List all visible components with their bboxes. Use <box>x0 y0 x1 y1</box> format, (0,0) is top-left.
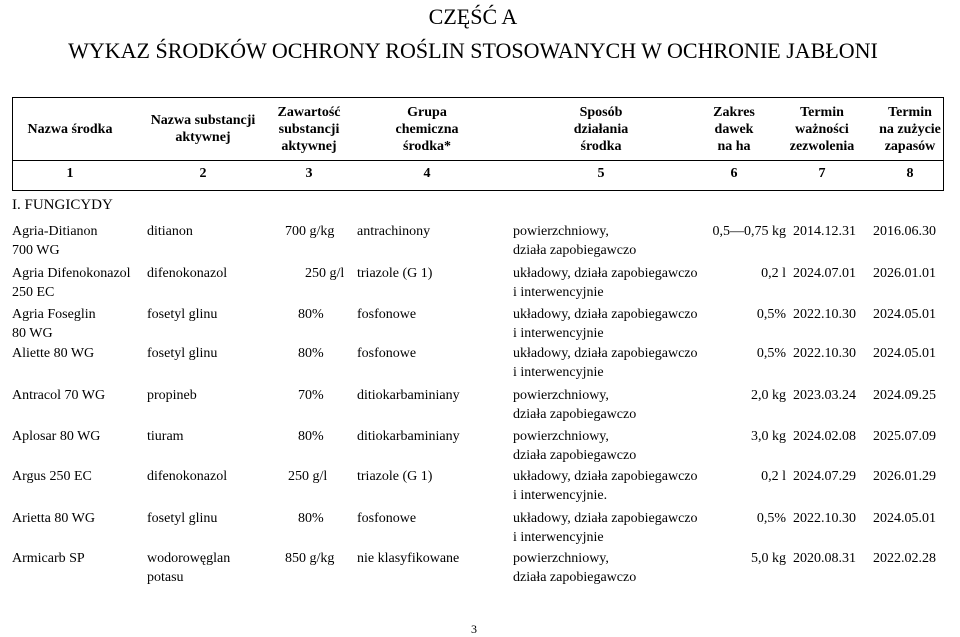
permit-expiry-date: 2024.07.29 <box>793 469 856 484</box>
mode-of-action <box>513 344 698 382</box>
header-cell-line: substancji <box>278 121 340 137</box>
stock-use-by-date: 2024.05.01 <box>873 307 936 322</box>
stock-use-by-date: 2025.07.09 <box>873 429 936 444</box>
mode-of-action <box>513 549 636 587</box>
header-cell-line: działania <box>573 121 629 137</box>
mode-of-action <box>513 427 636 465</box>
substance-name <box>147 509 217 528</box>
product-name-line: 700 WG <box>12 243 60 258</box>
substance-content: 80% <box>298 346 324 361</box>
header-cell <box>694 104 774 155</box>
column-number: 3 <box>305 166 313 181</box>
mode-of-action <box>513 264 698 302</box>
permit-expiry-date: 2023.03.24 <box>793 388 856 403</box>
product-name-line: Armicarb SP <box>12 551 85 566</box>
header-cell-line: środka* <box>403 138 451 154</box>
substance-name <box>147 222 193 241</box>
column-number: 1 <box>66 166 74 181</box>
chemical-group: antrachinony <box>357 224 431 239</box>
chemical-group: triazole (G 1) <box>357 469 433 484</box>
mode-of-action-line: działa zapobiegawczo <box>513 243 637 258</box>
header-cell-line: Sposób <box>579 104 623 120</box>
dose-range: 0,5% <box>756 346 786 361</box>
permit-expiry-date: 2020.08.31 <box>793 551 856 566</box>
header-cell-line: Nazwa substancji <box>150 113 256 128</box>
column-number: 8 <box>906 166 914 181</box>
substance-name-line: fosetyl glinu <box>147 511 218 526</box>
header-cell-line: na zużycie <box>879 121 941 137</box>
column-numbers-row <box>12 160 944 191</box>
substance-name <box>147 427 184 446</box>
substance-content: 80% <box>298 307 324 322</box>
permit-expiry-date: 2024.02.08 <box>793 429 856 444</box>
product-name-line: Aliette 80 WG <box>12 346 95 361</box>
mode-of-action-line: układowy, działa zapobiegawczo <box>513 469 698 484</box>
product-name-line: Agria Foseglin <box>12 307 96 322</box>
header-cell-line: zezwolenia <box>789 138 855 154</box>
stock-use-by-date: 2024.05.01 <box>873 511 936 526</box>
header-cell-line: Termin <box>800 104 844 120</box>
product-name <box>12 344 94 363</box>
chemical-group: fosfonowe <box>357 511 417 526</box>
header-cell <box>541 104 661 155</box>
mode-of-action-line: powierzchniowy, <box>513 224 609 239</box>
mode-of-action-line: układowy, działa zapobiegawczo <box>513 346 698 361</box>
stock-use-by-date: 2026.01.29 <box>873 469 936 484</box>
header-cell-line: aktywnej <box>281 138 337 154</box>
page-number: 3 <box>471 622 477 636</box>
product-name <box>12 549 85 568</box>
header-cell <box>143 112 263 146</box>
substance-content: 70% <box>298 388 324 403</box>
header-cell-line: Zawartość <box>277 104 341 120</box>
substance-name <box>147 264 227 283</box>
chemical-group: ditiokarbaminiany <box>357 388 460 403</box>
mode-of-action-line: układowy, działa zapobiegawczo <box>513 266 698 281</box>
header-cell-line: Nazwa środka <box>27 121 113 137</box>
mode-of-action <box>513 386 636 424</box>
substance-content: 80% <box>298 429 324 444</box>
dose-range: 5,0 kg <box>751 551 786 566</box>
permit-expiry-date: 2014.12.31 <box>793 224 856 239</box>
section-title: I. FUNGICYDY <box>12 197 113 213</box>
mode-of-action-line: powierzchniowy, <box>513 551 609 566</box>
column-number: 6 <box>730 166 738 181</box>
mode-of-action-line: działa zapobiegawczo <box>513 570 637 585</box>
header-cell-line: na ha <box>717 138 751 154</box>
mode-of-action-line: układowy, działa zapobiegawczo <box>513 307 698 322</box>
stock-use-by-date: 2026.01.01 <box>873 266 936 281</box>
mode-of-action-line: powierzchniowy, <box>513 388 609 403</box>
product-name-line: Argus 250 EC <box>12 469 92 484</box>
substance-name <box>147 386 197 405</box>
product-name-line: 250 EC <box>12 285 55 300</box>
product-name <box>12 509 95 528</box>
product-name <box>12 305 96 343</box>
dose-range: 0,2 l <box>761 266 786 281</box>
substance-name <box>147 467 227 486</box>
substance-name-line: wodorowęglan <box>147 551 231 566</box>
dose-range: 2,0 kg <box>751 388 786 403</box>
mode-of-action-line: powierzchniowy, <box>513 429 609 444</box>
product-name-line: Agria Difenokonazol <box>12 266 131 281</box>
part-title: CZĘŚĆ A <box>428 4 518 29</box>
substance-content: 250 g/l <box>305 266 345 281</box>
mode-of-action <box>513 509 698 547</box>
mode-of-action-line: i interwencyjnie <box>513 530 604 545</box>
product-name-line: Aplosar 80 WG <box>12 429 101 444</box>
mode-of-action <box>513 305 698 343</box>
stock-use-by-date: 2016.06.30 <box>873 224 936 239</box>
permit-expiry-date: 2022.10.30 <box>793 346 856 361</box>
substance-content: 700 g/kg <box>285 224 335 239</box>
substance-name-line: propineb <box>147 388 197 403</box>
dose-range: 0,5—0,75 kg <box>712 224 786 239</box>
product-name <box>12 467 92 486</box>
substance-name-line: difenokonazol <box>147 469 228 484</box>
product-name-line: Agria-Ditianon <box>12 224 98 239</box>
stock-use-by-date: 2022.02.28 <box>873 551 936 566</box>
substance-content: 250 g/l <box>288 469 328 484</box>
header-cell <box>264 104 354 155</box>
permit-expiry-date: 2024.07.01 <box>793 266 856 281</box>
column-number: 2 <box>199 166 207 181</box>
product-name-line: 80 WG <box>12 326 53 341</box>
substance-name-line: ditianon <box>147 224 193 239</box>
header-cell <box>10 121 130 138</box>
mode-of-action-line: i interwencyjnie <box>513 326 604 341</box>
chemical-group: fosfonowe <box>357 307 417 322</box>
substance-name <box>147 549 230 587</box>
substance-name-line: potasu <box>147 570 184 585</box>
stock-use-by-date: 2024.05.01 <box>873 346 936 361</box>
chemical-group: nie klasyfikowane <box>357 551 460 566</box>
header-cell-line: środka <box>580 138 622 154</box>
substance-name <box>147 344 217 363</box>
dose-range: 0,5% <box>756 307 786 322</box>
header-cell-line: chemiczna <box>395 121 459 137</box>
mode-of-action-line: układowy, działa zapobiegawczo <box>513 511 698 526</box>
mode-of-action <box>513 467 698 505</box>
header-cell <box>372 104 482 155</box>
substance-content: 80% <box>298 511 324 526</box>
permit-expiry-date: 2022.10.30 <box>793 307 856 322</box>
mode-of-action-line: i interwencyjnie <box>513 365 604 380</box>
substance-name-line: tiuram <box>147 429 184 444</box>
header-cell-line: aktywnej <box>175 130 231 145</box>
product-name <box>12 386 105 405</box>
chemical-group: triazole (G 1) <box>357 266 433 281</box>
header-cell-line: Zakres <box>713 104 755 120</box>
substance-name-line: difenokonazol <box>147 266 228 281</box>
product-name <box>12 264 131 302</box>
header-cell-line: Grupa <box>407 104 447 120</box>
permit-expiry-date: 2022.10.30 <box>793 511 856 526</box>
column-number: 4 <box>423 166 431 181</box>
header-cell-line: Termin <box>888 104 932 120</box>
document-title: WYKAZ ŚRODKÓW OCHRONY ROŚLIN STOSOWANYCH W OCHRONIE JABŁONI <box>68 38 878 63</box>
product-name-line: Antracol 70 WG <box>12 388 106 403</box>
column-number: 5 <box>597 166 605 181</box>
header-cell-line: zapasów <box>884 138 936 154</box>
chemical-group: ditiokarbaminiany <box>357 429 460 444</box>
stock-use-by-date: 2024.09.25 <box>873 388 936 403</box>
substance-name <box>147 305 217 324</box>
substance-content: 850 g/kg <box>285 551 335 566</box>
substance-name-line: fosetyl glinu <box>147 346 218 361</box>
mode-of-action <box>513 222 636 260</box>
header-cell <box>777 104 867 155</box>
product-name <box>12 427 100 446</box>
product-name <box>12 222 98 260</box>
mode-of-action-line: działa zapobiegawczo <box>513 407 637 422</box>
product-name-line: Arietta 80 WG <box>12 511 95 526</box>
substance-name-line: fosetyl glinu <box>147 307 218 322</box>
header-cell-line: ważności <box>795 121 849 137</box>
mode-of-action-line: i interwencyjnie. <box>513 488 608 503</box>
header-cell <box>870 104 950 155</box>
header-cell-line: dawek <box>714 121 754 137</box>
chemical-group: fosfonowe <box>357 346 417 361</box>
column-number: 7 <box>818 166 826 181</box>
dose-range: 0,5% <box>756 511 786 526</box>
dose-range: 0,2 l <box>761 469 786 484</box>
dose-range: 3,0 kg <box>751 429 786 444</box>
mode-of-action-line: i interwencyjnie <box>513 285 604 300</box>
mode-of-action-line: działa zapobiegawczo <box>513 448 637 463</box>
